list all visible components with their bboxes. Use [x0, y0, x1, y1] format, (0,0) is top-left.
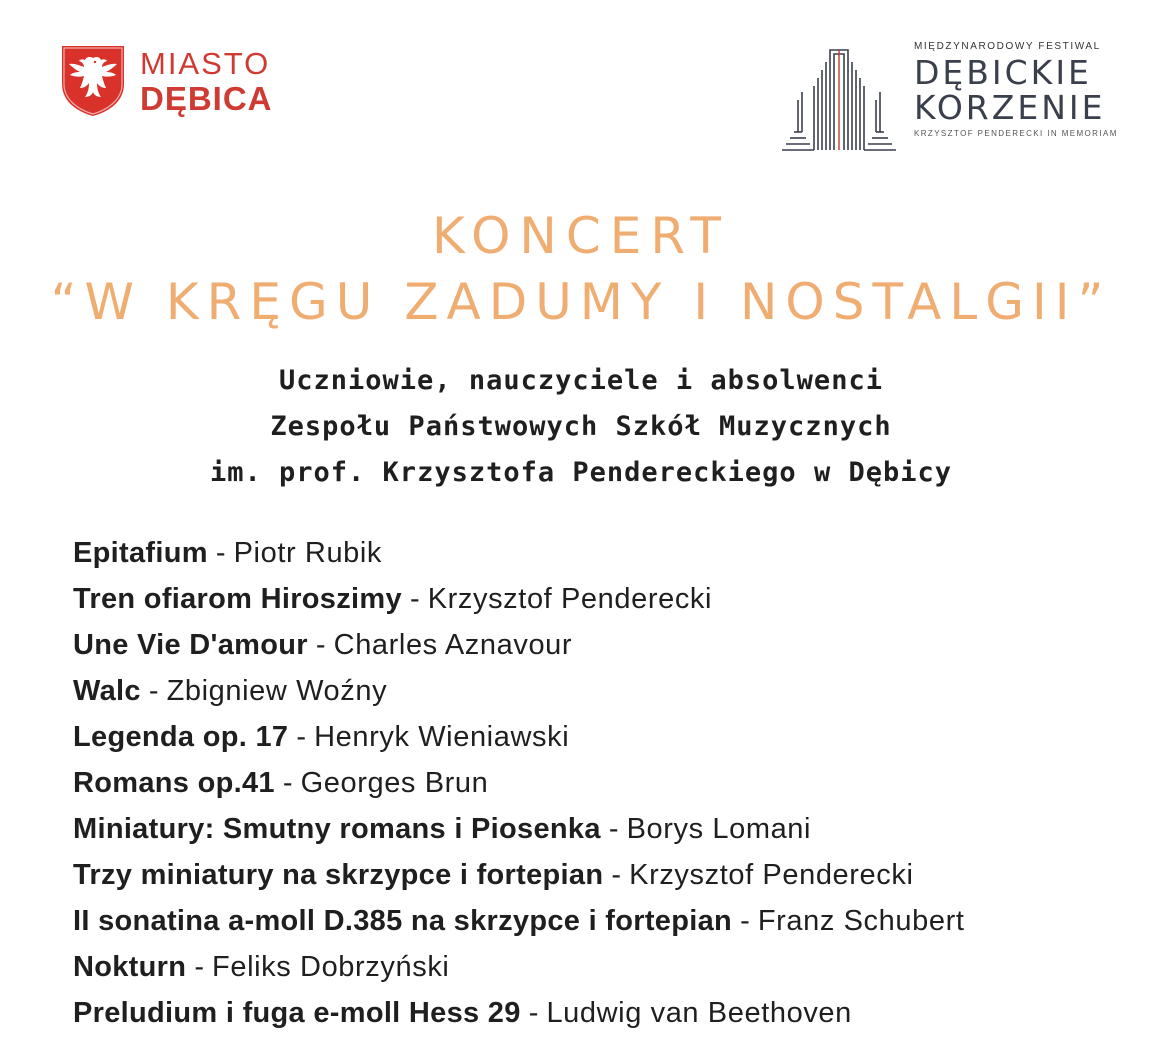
festival-name [914, 40, 1118, 138]
composer-name: Borys Lomani [626, 813, 812, 845]
piece-title: Tren ofiarom Hiroszimy [73, 583, 402, 615]
piece-title: Walc [73, 675, 141, 707]
festival-name-line1: DĘBICKIE [914, 53, 1092, 92]
concert-title-line2: “W KRĘGU ZADUMY I NOSTALGII” [50, 273, 1112, 331]
list-item [73, 576, 964, 622]
composer-name: Charles Aznavour [333, 629, 573, 661]
composer-name: Zbigniew Woźny [166, 675, 388, 707]
piece-title: Legenda op. 17 [73, 721, 289, 753]
separator: - [274, 767, 301, 799]
piece-title: Romans op.41 [73, 767, 275, 799]
separator: - [603, 859, 630, 891]
festival-name-line2: KORZENIE [914, 88, 1106, 127]
piece-title: Nokturn [73, 951, 187, 983]
city-name-line1: MIASTO [140, 45, 271, 81]
festival-tagline: KRZYSZTOF PENDERECKI IN MEMORIAM [914, 129, 1118, 138]
city-logo [60, 44, 273, 118]
festival-subtitle: MIĘDZYNARODOWY FESTIWAL [914, 41, 1101, 52]
city-name-line2: DĘBICA [140, 79, 273, 117]
composer-name: Feliks Dobrzyński [212, 951, 450, 983]
separator: - [307, 629, 334, 661]
composer-name: Georges Brun [300, 767, 489, 799]
composer-name: Franz Schubert [757, 905, 965, 937]
separator: - [288, 721, 315, 753]
composer-name: Ludwig van Beethoven [546, 997, 852, 1029]
list-item [73, 760, 964, 806]
program-list [73, 530, 964, 1036]
eagle-crest-icon [60, 44, 126, 118]
list-item [73, 622, 964, 668]
organ-pipes-icon [780, 40, 898, 152]
concert-title [0, 206, 1162, 332]
list-item [73, 898, 964, 944]
composer-name: Henryk Wieniawski [314, 721, 570, 753]
separator: - [186, 951, 213, 983]
composer-name: Krzysztof Penderecki [629, 859, 914, 891]
piece-title: Une Vie D'amour [73, 629, 308, 661]
piece-title: Epitafium [73, 537, 208, 569]
festival-logo [780, 40, 1118, 152]
city-name [140, 45, 273, 117]
performers-block [0, 358, 1162, 496]
separator: - [401, 583, 428, 615]
list-item [73, 806, 964, 852]
performers-line: Zespołu Państwowych Szkół Muzycznych [270, 411, 892, 442]
separator: - [140, 675, 167, 707]
performers-line: Uczniowie, nauczyciele i absolwenci [279, 365, 883, 396]
composer-name: Krzysztof Penderecki [427, 583, 713, 615]
list-item [73, 668, 964, 714]
performers-line: im. prof. Krzysztofa Pendereckiego w Dębicy [210, 457, 952, 488]
separator: - [600, 813, 627, 845]
list-item [73, 530, 964, 576]
piece-title: Preludium i fuga e-moll Hess 29 [73, 997, 521, 1029]
separator: - [520, 997, 547, 1029]
list-item [73, 990, 964, 1036]
list-item [73, 714, 964, 760]
concert-title-line1: KONCERT [432, 207, 730, 265]
composer-name: Piotr Rubik [233, 537, 383, 569]
separator: - [207, 537, 234, 569]
list-item [73, 944, 964, 990]
piece-title: Miniatury: Smutny romans i Piosenka [73, 813, 601, 845]
piece-title: Trzy miniatury na skrzypce i fortepian [73, 859, 604, 891]
piece-title: II sonatina a-moll D.385 na skrzypce i fortepian [73, 905, 733, 937]
list-item [73, 852, 964, 898]
separator: - [732, 905, 758, 937]
